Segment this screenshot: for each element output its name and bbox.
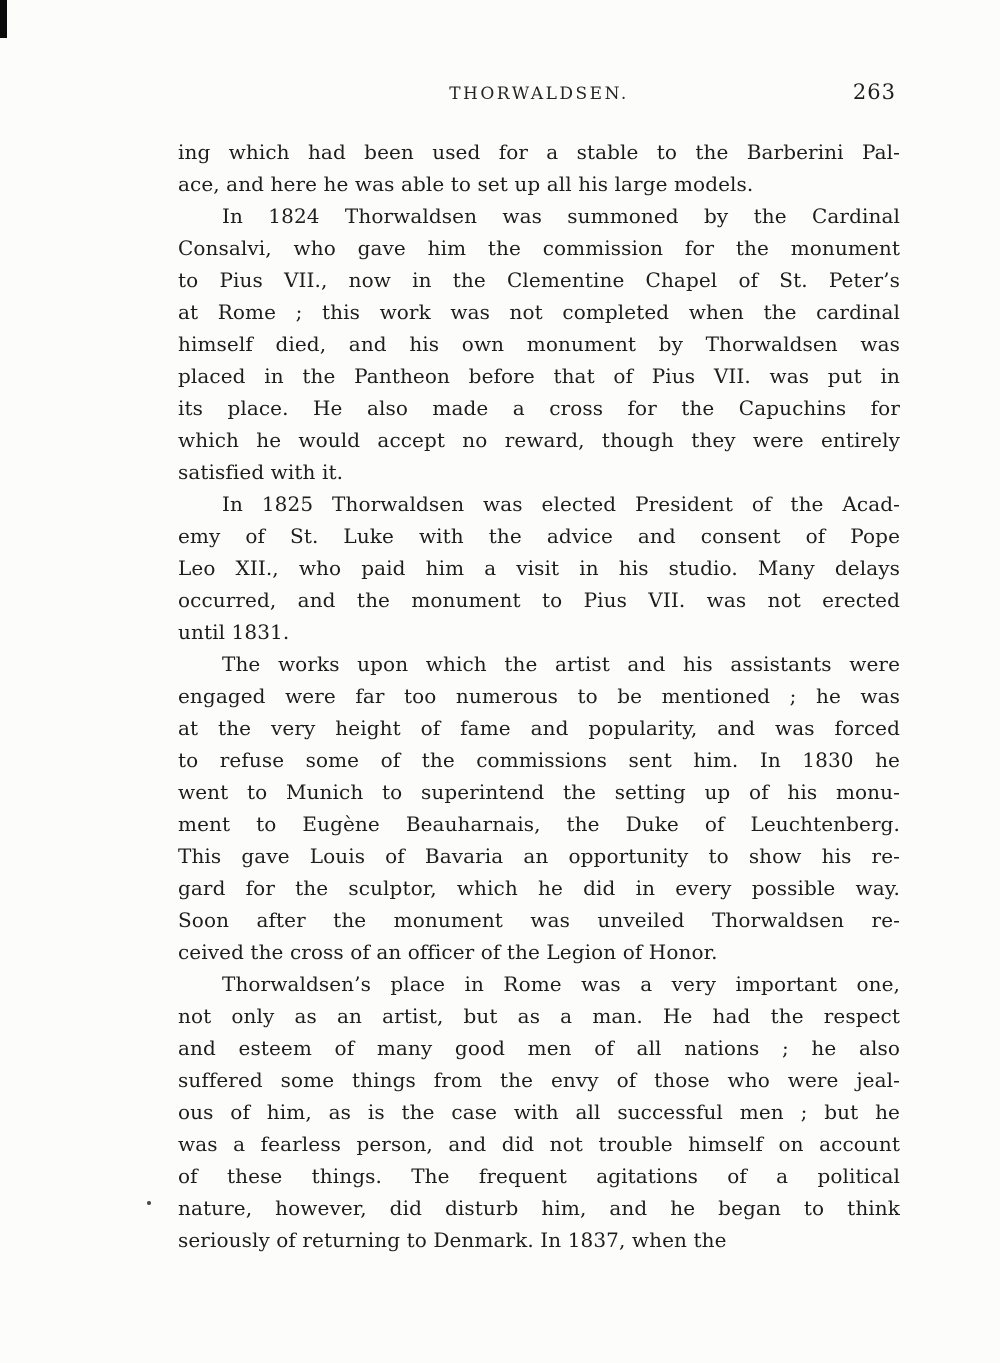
paragraph — [178, 136, 900, 200]
text-line: not only as an artist, but as a man. He had the respect — [178, 1004, 900, 1028]
text-line: at the very height of fame and popularity, and was forced — [178, 716, 900, 740]
text-line: until 1831. — [178, 620, 290, 644]
page-title: THORWALDSEN. — [449, 84, 629, 104]
text-line: emy of St. Luke with the advice and consent of Pope — [178, 524, 900, 548]
text-line: at Rome ; this work was not completed when the cardinal — [178, 300, 900, 324]
text-line: In 1825 Thorwaldsen was elected President of the Acad- — [222, 492, 900, 516]
paragraph — [178, 648, 900, 968]
text-line: its place. He also made a cross for the Capuchins for — [178, 396, 900, 420]
paragraph — [178, 488, 900, 648]
text-line: engaged were far too numerous to be mentioned ; he was — [178, 684, 900, 708]
text-line: suffered some things from the envy of those who were jeal- — [178, 1068, 900, 1092]
text-line: Soon after the monument was unveiled Thorwaldsen re- — [178, 908, 900, 932]
text-line: gard for the sculptor, which he did in every possible way. — [178, 876, 900, 900]
text-line: occurred, and the monument to Pius VII. was not erected — [178, 588, 900, 612]
text-line: and esteem of many good men of all nations ; he also — [178, 1036, 900, 1060]
text-line: The works upon which the artist and his assistants were — [222, 652, 900, 676]
text-line: This gave Louis of Bavaria an opportunity to show his re- — [178, 844, 900, 868]
text-line: of these things. The frequent agitations of a political — [178, 1164, 900, 1188]
text-line: ceived the cross of an officer of the Legion of Honor. — [178, 940, 718, 964]
page-body — [178, 136, 900, 1256]
text-line: placed in the Pantheon before that of Pius VII. was put in — [178, 364, 900, 388]
page-number: 263 — [852, 80, 896, 104]
text-line: to refuse some of the commissions sent him. In 1830 he — [178, 748, 900, 772]
text-line: to Pius VII., now in the Clementine Chapel of St. Peter’s — [178, 268, 900, 292]
text-line: ment to Eugène Beauharnais, the Duke of Leuchtenberg. — [178, 812, 900, 836]
text-line: nature, however, did disturb him, and he began to think — [178, 1196, 900, 1220]
text-line: satisfied with it. — [178, 460, 344, 484]
text-column — [178, 80, 900, 1256]
text-line: was a fearless person, and did not trouble himself on account — [178, 1132, 900, 1156]
text-line: Leo XII., who paid him a visit in his studio. Many delays — [178, 556, 900, 580]
scan-artifact-corner — [0, 0, 7, 38]
text-line: which he would accept no reward, though they were entirely — [178, 428, 900, 452]
text-line: Thorwaldsen’s place in Rome was a very important one, — [222, 972, 900, 996]
scan-artifact-dot — [147, 1201, 151, 1205]
paragraph — [178, 200, 900, 488]
running-head — [178, 80, 900, 110]
text-line: seriously of returning to Denmark. In 1837, when the — [178, 1228, 727, 1252]
text-line: Consalvi, who gave him the commission for the monument — [178, 236, 900, 260]
text-line: ous of him, as is the case with all successful men ; but he — [178, 1100, 900, 1124]
text-line: In 1824 Thorwaldsen was summoned by the Cardinal — [222, 204, 900, 228]
paragraph — [178, 968, 900, 1256]
text-line: ace, and here he was able to set up all his large models. — [178, 172, 754, 196]
text-line: went to Munich to superintend the setting up of his monu- — [178, 780, 900, 804]
text-line: ing which had been used for a stable to the Barberini Pal- — [178, 140, 900, 164]
text-line: himself died, and his own monument by Thorwaldsen was — [178, 332, 900, 356]
